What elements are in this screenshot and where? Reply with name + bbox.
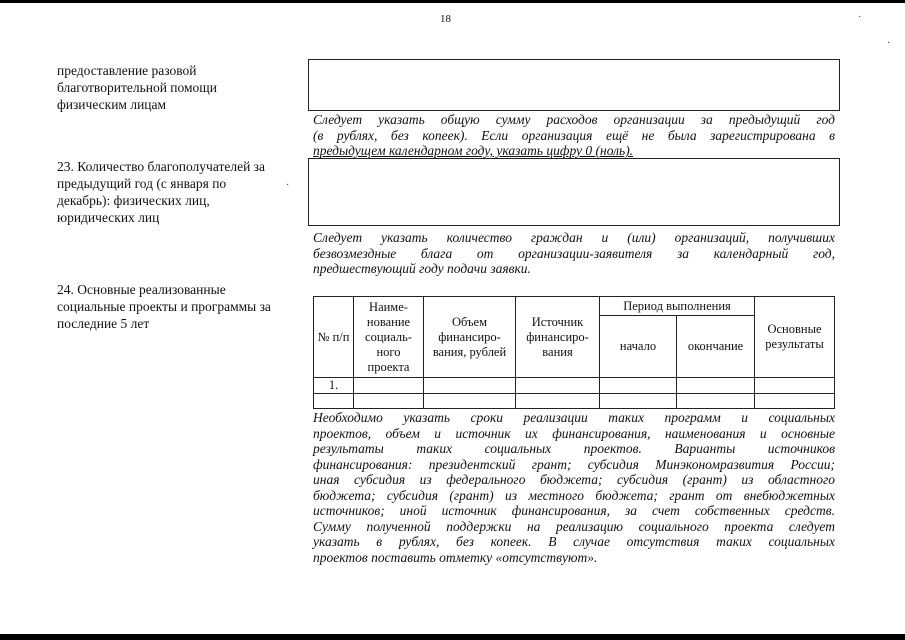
note-line: проектов, объем и источник их финансирования, наименования и основные: [313, 425, 835, 441]
header-start: начало: [600, 316, 677, 378]
note-line: Сумму полученной поддержки на реализацию социального проекта следует: [313, 518, 835, 534]
expenses-note: [313, 112, 835, 159]
header-end: окончание: [677, 316, 755, 378]
projects-table: [313, 296, 835, 409]
prev-item-label: [57, 62, 217, 113]
table-row: [314, 394, 835, 409]
header-volume: Объем финансиро-вания, рублей: [424, 297, 516, 378]
table-cell[interactable]: [677, 378, 755, 394]
label-line: 24. Основные реализованные: [57, 282, 226, 297]
table-cell[interactable]: [424, 394, 516, 409]
item-23-label: [57, 158, 265, 226]
note-line: (в рублях, без копеек). Если организация ещё не была зарегистрирована в: [313, 127, 835, 143]
header-project-name: Наиме-нование социаль-ного проекта: [354, 297, 424, 378]
table-cell[interactable]: [755, 394, 835, 409]
scan-speck: ·: [858, 12, 862, 23]
table-cell[interactable]: [354, 378, 424, 394]
table-cell[interactable]: [600, 378, 677, 394]
expenses-input-box[interactable]: [308, 59, 840, 111]
row-num-cell: 1.: [314, 378, 354, 394]
note-line: указать в рублях, без копеек. В случае отсутствия таких социальных: [313, 534, 835, 549]
label-line: юридических лиц: [57, 210, 160, 225]
scan-speck: ·: [887, 38, 891, 49]
note-line: Необходимо указать сроки реализации таких программ и социальных: [313, 410, 835, 425]
note-line: предыдущем календарном году, указать цифру 0 (ноль).: [313, 143, 634, 158]
table-cell[interactable]: [424, 378, 516, 394]
label-line: предыдущий год (с января по: [57, 176, 227, 191]
note-line: проектов поставить отметку «отсутствуют».: [313, 549, 598, 565]
header-period: Период выполнения: [600, 297, 755, 316]
table-cell[interactable]: [314, 394, 354, 409]
page-number: 18: [440, 13, 451, 25]
label-line: последние 5 лет: [57, 316, 150, 331]
label-line: предоставление разовой: [57, 63, 197, 78]
table-header-row: [314, 297, 835, 316]
projects-note: [313, 410, 835, 565]
note-line: бюджета; субсидия (грант) из местного бюджета; грант от внебюджетных: [313, 487, 835, 503]
table-cell[interactable]: [354, 394, 424, 409]
item-24-label: [57, 281, 271, 332]
header-num: № п/п: [314, 297, 354, 378]
label-line: благотворительной помощи: [57, 80, 217, 95]
table-cell[interactable]: [600, 394, 677, 409]
beneficiaries-input-box[interactable]: [308, 158, 840, 226]
note-line: Следует указать количество граждан и (или) организаций, получивших: [313, 230, 835, 245]
note-line: предшествующий году подачи заявки.: [313, 261, 531, 276]
scan-bottom-edge: [0, 634, 905, 640]
table-cell[interactable]: [516, 394, 600, 409]
note-line: финансирования: президентский грант; субсидия Минэкономразвития России;: [313, 456, 835, 472]
label-line: декабрь): физических лиц,: [57, 193, 210, 208]
header-source: Источник финансиро-вания: [516, 297, 600, 378]
table-cell[interactable]: [516, 378, 600, 394]
header-results: Основные результаты: [755, 297, 835, 378]
note-line: безвозмездные блага от организации-заявителя за календарный год,: [313, 245, 835, 261]
scan-top-edge: [0, 0, 905, 3]
label-line: 23. Количество благополучателей за: [57, 159, 266, 174]
note-line: Следует указать общую сумму расходов организации за предыдущий год: [313, 112, 835, 127]
note-line: источников; иной источник финансирования, за счет собственных средств.: [313, 503, 835, 518]
table-row: [314, 378, 835, 394]
scan-speck: ·: [286, 180, 290, 191]
beneficiaries-note: [313, 230, 835, 277]
note-line: результаты таких социальных проектов. Варианты источников: [313, 441, 835, 456]
table-cell[interactable]: [755, 378, 835, 394]
label-line: физическим лицам: [57, 97, 167, 112]
label-line: социальные проекты и программы за: [57, 299, 271, 314]
note-line: иная субсидия из федерального бюджета; субсидия (грант) из областного: [313, 472, 835, 487]
table-cell[interactable]: [677, 394, 755, 409]
